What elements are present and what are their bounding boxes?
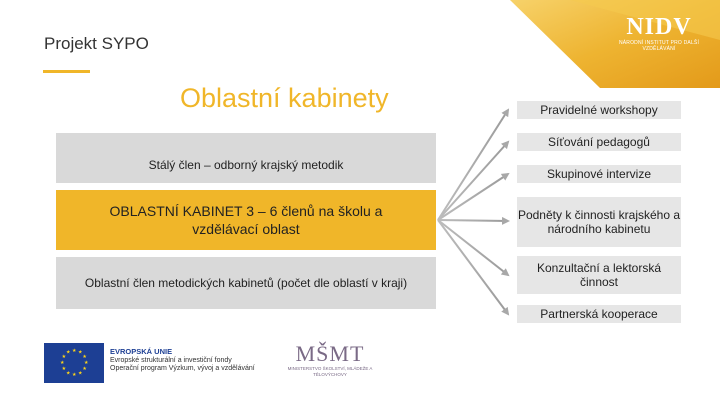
svg-text:★: ★ xyxy=(66,349,71,356)
activity-networking: Síťování pedagogů xyxy=(516,132,682,152)
eu-funding-text: EVROPSKÁ UNIE Evropské strukturální a investiční fondy Operační program Výzkum, vývoj a vzdělávání xyxy=(110,347,255,372)
svg-text:★: ★ xyxy=(61,354,67,360)
svg-text:★: ★ xyxy=(82,354,87,360)
svg-text:★: ★ xyxy=(61,366,67,372)
activity-intervision: Skupinové intervize xyxy=(516,164,682,184)
svg-text:★: ★ xyxy=(72,372,77,378)
activity-consulting: Konzultační a lektorská činnost xyxy=(516,255,682,295)
activity-partnership: Partnerská kooperace xyxy=(516,304,682,324)
svg-text:★: ★ xyxy=(78,349,83,356)
left-box-permanent-member: Stálý člen – odborný krajský metodik xyxy=(56,133,436,183)
left-box-regional-member: Oblastní člen metodických kabinetů (počet dle oblastí v kraji) xyxy=(56,257,436,309)
arrow-to-workshops xyxy=(438,110,508,220)
svg-text:★: ★ xyxy=(78,370,83,377)
arrow-to-initiatives xyxy=(438,220,508,221)
msmt-logo: MŠMT MINISTERSTVO ŠKOLSTVÍ, MLÁDEŽE A TĚLOVÝCHOVY xyxy=(287,341,373,377)
svg-text:★: ★ xyxy=(84,360,89,366)
page-title: Oblastní kabinety xyxy=(180,83,389,113)
svg-text:★: ★ xyxy=(82,366,87,372)
nidv-logo: NIDV NÁRODNÍ INSTITUT PRO DALŠÍ VZDĚLÁVÁNÍ xyxy=(618,14,700,52)
svg-text:★: ★ xyxy=(72,348,77,354)
svg-text:★: ★ xyxy=(60,360,65,366)
project-label: Projekt SYPO xyxy=(44,34,149,53)
eu-flag-icon xyxy=(44,343,104,383)
activity-workshops: Pravidelné workshopy xyxy=(516,100,682,120)
activity-initiatives: Podněty k činnosti krajského a národního kabinetu xyxy=(516,196,682,248)
left-box-regional-cabinet: OBLASTNÍ KABINET 3 – 6 členů na školu a vzdělávací oblast xyxy=(56,190,436,250)
svg-text:★: ★ xyxy=(66,370,71,377)
